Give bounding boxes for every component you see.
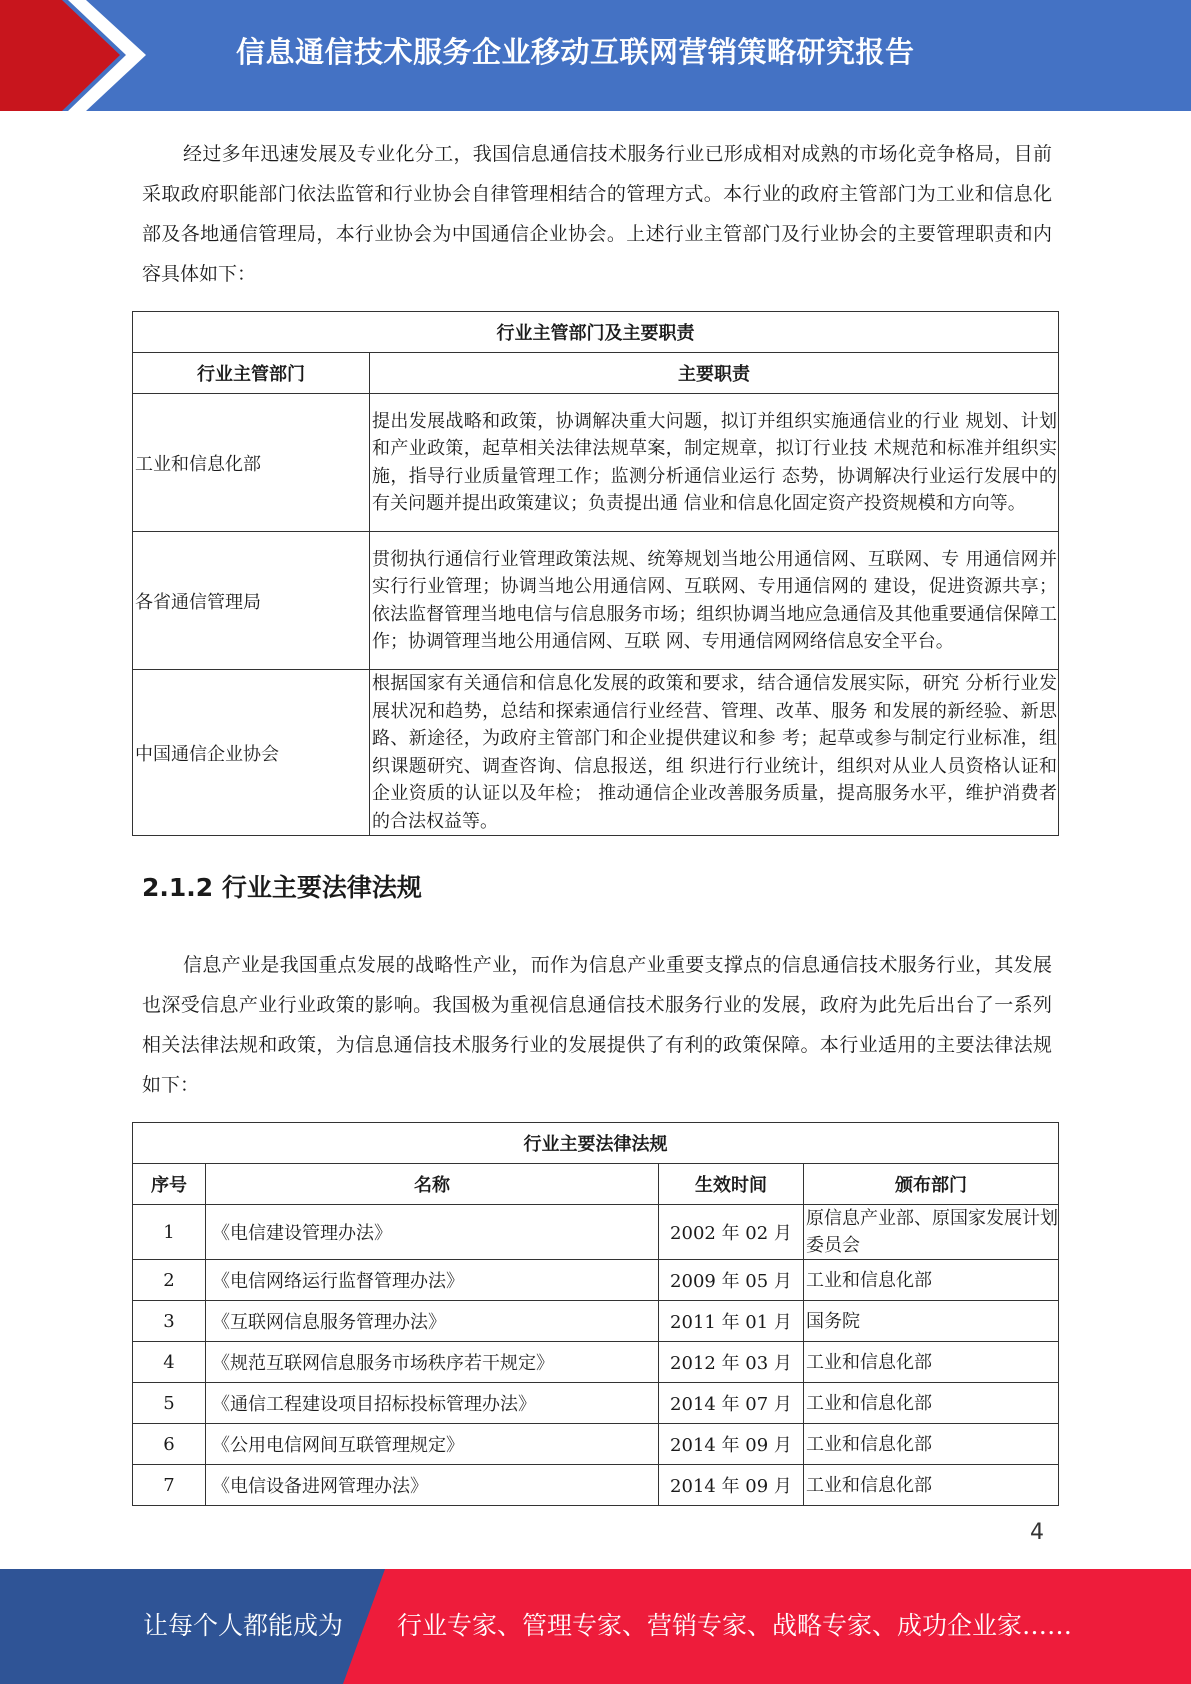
table-row [133, 1205, 1059, 1260]
row-number: 6 [133, 1424, 206, 1465]
page-footer-band [0, 1569, 1191, 1684]
table-row [133, 1301, 1059, 1342]
effective-date: 2014 年 07 月 [659, 1383, 804, 1424]
duty-cell: 根据国家有关通信和信息化发展的政策和要求，结合通信发展实际，研究 分析行业发展状况和趋势，总结和探索通信行业经营、管理、改革、服务 和发展的新经验、新思路、新途径，为政府主管部门和企业提供建议和参 考；起草或参与制定行业标准，组织课题研究、调查咨询、信息报送，组 织进行行业统计，组织对从业人员资格认证和企业资质的认证以及年检； 推动通信企业改善服务质量，提高服务水平，维护消费者的合法权益等。 [370, 670, 1059, 836]
regulators-table [132, 311, 1059, 836]
issuing-department: 工业和信息化部 [804, 1342, 1059, 1383]
footer-slogan-right: 行业专家、管理专家、营销专家、战略专家、成功企业家…… [397, 1611, 1073, 1640]
row-number: 4 [133, 1342, 206, 1383]
effective-date: 2002 年 02 月 [659, 1205, 804, 1260]
row-number: 1 [133, 1205, 206, 1260]
laws-intro-paragraph: 信息产业是我国重点发展的战略性产业，而作为信息产业重要支撑点的信息通信技术服务行业，其发展也深受信息产业行业政策的影响。我国极为重视信息通信技术服务行业的发展，政府为此先后出台了一系列相关法律法规和政策，为信息通信技术服务行业的发展提供了有利的政策保障。本行业适用的主要法律法规如下： [142, 954, 1052, 1096]
table-row [133, 670, 1059, 836]
issuing-department: 工业和信息化部 [804, 1424, 1059, 1465]
effective-date: 2014 年 09 月 [659, 1465, 804, 1506]
issuing-department: 国务院 [804, 1301, 1059, 1342]
footer-slogan-left: 让每个人都能成为 [143, 1611, 344, 1640]
table-row [133, 1424, 1059, 1465]
table-row [133, 1383, 1059, 1424]
law-name: 《电信网络运行监督管理办法》 [206, 1260, 659, 1301]
column-header-date: 生效时间 [659, 1164, 804, 1205]
intro-paragraph: 经过多年迅速发展及专业化分工，我国信息通信技术服务行业已形成相对成熟的市场化竞争格局，目前采取政府职能部门依法监管和行业协会自律管理相结合的管理方式。本行业的政府主管部门为工业和信息化部及各地通信管理局，本行业协会为中国通信企业协会。上述行业主管部门及行业协会的主要管理职责和内容具体如下： [142, 143, 1052, 285]
table-row [133, 1465, 1059, 1506]
issuing-department: 工业和信息化部 [804, 1383, 1059, 1424]
law-name: 《规范互联网信息服务市场秩序若干规定》 [206, 1342, 659, 1383]
law-name: 《公用电信网间互联管理规定》 [206, 1424, 659, 1465]
effective-date: 2009 年 05 月 [659, 1260, 804, 1301]
law-name: 《通信工程建设项目招标投标管理办法》 [206, 1383, 659, 1424]
effective-date: 2012 年 03 月 [659, 1342, 804, 1383]
duty-cell: 提出发展战略和政策，协调解决重大问题，拟订并组织实施通信业的行业 规划、计划和产业政策，起草相关法律法规草案，制定规章，拟订行业技 术规范和标准并组织实施，指导行业质量管理工作；监测分析通信业运行 态势，协调解决行业运行发展中的有关问题并提出政策建议；负责提出通 信业和信息化固定资产投资规模和方向等。 [370, 394, 1059, 532]
table-row [133, 1342, 1059, 1383]
row-number: 5 [133, 1383, 206, 1424]
issuing-department: 工业和信息化部 [804, 1260, 1059, 1301]
law-name: 《电信设备进网管理办法》 [206, 1465, 659, 1506]
effective-date: 2014 年 09 月 [659, 1424, 804, 1465]
page-number: 4 [1030, 1520, 1044, 1545]
section-heading: 2.1.2 行业主要法律法规 [142, 873, 422, 902]
issuing-department: 原信息产业部、原国家发展计划委员会 [804, 1205, 1059, 1260]
column-header-dept: 颁布部门 [804, 1164, 1059, 1205]
table-caption: 行业主管部门及主要职责 [133, 312, 1059, 353]
law-name: 《互联网信息服务管理办法》 [206, 1301, 659, 1342]
laws-table [132, 1122, 1059, 1506]
dept-cell: 中国通信企业协会 [133, 670, 370, 836]
issuing-department: 工业和信息化部 [804, 1465, 1059, 1506]
row-number: 3 [133, 1301, 206, 1342]
header-title: 信息通信技术服务企业移动互联网营销策略研究报告 [236, 35, 915, 69]
table-row [133, 394, 1059, 532]
law-name: 《电信建设管理办法》 [206, 1205, 659, 1260]
column-header-dept: 行业主管部门 [133, 353, 370, 394]
column-header-name: 名称 [206, 1164, 659, 1205]
row-number: 2 [133, 1260, 206, 1301]
duty-cell: 贯彻执行通信行业管理政策法规、统筹规划当地公用通信网、互联网、专 用通信网并实行行业管理；协调当地公用通信网、互联网、专用通信网的 建设，促进资源共享；依法监督管理当地电信与信息服务市场；组织协调当地应急通信及其他重要通信保障工作；协调管理当地公用通信网、互联 网、专用通信网网络信息安全平台。 [370, 532, 1059, 670]
table-caption: 行业主要法律法规 [133, 1123, 1059, 1164]
row-number: 7 [133, 1465, 206, 1506]
table-row [133, 1260, 1059, 1301]
dept-cell: 各省通信管理局 [133, 532, 370, 670]
page-header-band [0, 0, 1191, 111]
effective-date: 2011 年 01 月 [659, 1301, 804, 1342]
table-row [133, 532, 1059, 670]
column-header-no: 序号 [133, 1164, 206, 1205]
column-header-duty: 主要职责 [370, 353, 1059, 394]
dept-cell: 工业和信息化部 [133, 394, 370, 532]
